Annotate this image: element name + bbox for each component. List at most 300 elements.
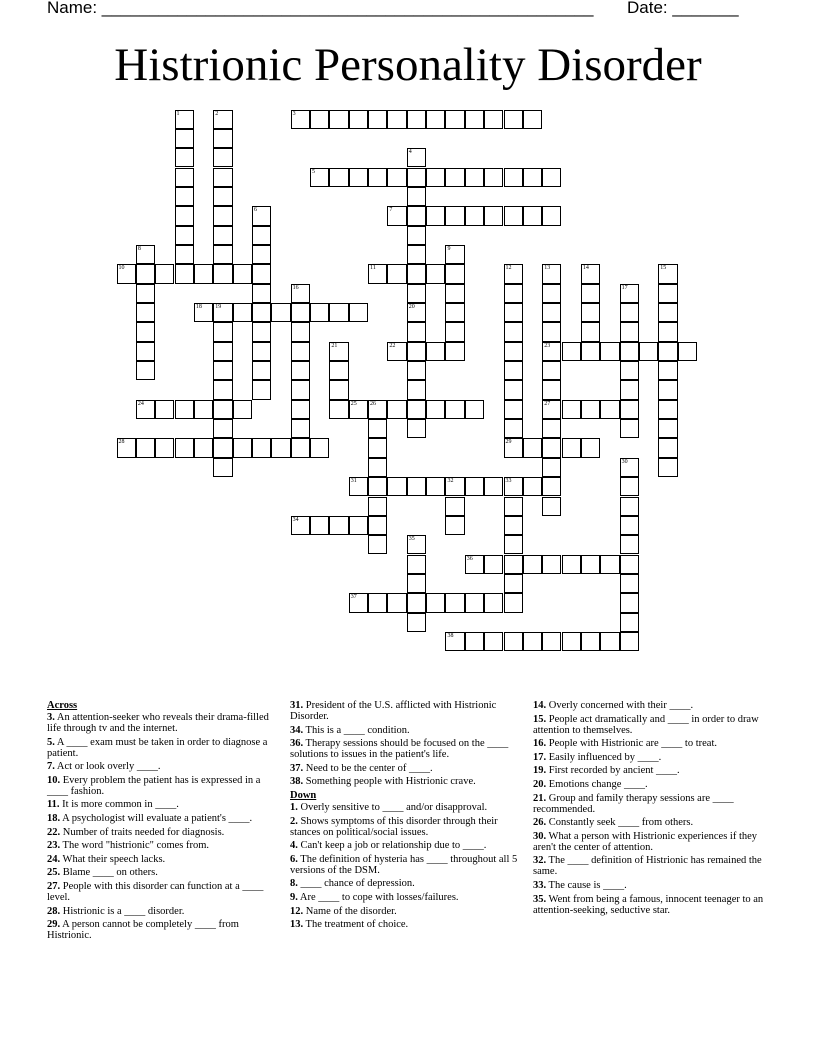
grid-cell[interactable] bbox=[445, 322, 464, 341]
grid-cell[interactable] bbox=[194, 303, 213, 322]
grid-cell[interactable] bbox=[620, 593, 639, 612]
grid-cell[interactable] bbox=[213, 400, 232, 419]
grid-cell[interactable] bbox=[136, 438, 155, 457]
grid-cell[interactable] bbox=[310, 110, 329, 129]
grid-cell[interactable] bbox=[213, 419, 232, 438]
grid-cell[interactable] bbox=[620, 555, 639, 574]
grid-cell[interactable] bbox=[620, 458, 639, 477]
grid-cell[interactable] bbox=[465, 110, 484, 129]
grid-cell[interactable] bbox=[213, 245, 232, 264]
clue-item: 14. Overly concerned with their ____. bbox=[533, 700, 694, 711]
grid-cell[interactable] bbox=[620, 342, 639, 361]
grid-cell[interactable] bbox=[445, 245, 464, 264]
grid-cell[interactable] bbox=[407, 110, 426, 129]
grid-cell[interactable] bbox=[407, 613, 426, 632]
grid-cell[interactable] bbox=[445, 206, 464, 225]
grid-cell[interactable] bbox=[329, 380, 348, 399]
grid-cell[interactable] bbox=[387, 342, 406, 361]
grid-cell[interactable] bbox=[523, 555, 542, 574]
grid-cell[interactable] bbox=[233, 264, 252, 283]
grid-cell[interactable] bbox=[252, 264, 271, 283]
grid-cell[interactable] bbox=[562, 342, 581, 361]
grid-cell[interactable] bbox=[504, 168, 523, 187]
grid-cell[interactable] bbox=[407, 206, 426, 225]
clue-item: 11. It is more common in ____. bbox=[47, 799, 179, 811]
grid-cell[interactable] bbox=[620, 535, 639, 554]
grid-cell[interactable] bbox=[291, 303, 310, 322]
grid-cell[interactable] bbox=[252, 226, 271, 245]
grid-cell[interactable] bbox=[194, 400, 213, 419]
grid-cell[interactable] bbox=[368, 497, 387, 516]
grid-cell[interactable] bbox=[581, 400, 600, 419]
grid-cell[interactable] bbox=[426, 400, 445, 419]
grid-cell[interactable] bbox=[504, 303, 523, 322]
grid-cell[interactable] bbox=[523, 632, 542, 651]
grid-cell[interactable] bbox=[484, 168, 503, 187]
grid-cell[interactable] bbox=[194, 438, 213, 457]
grid-cell[interactable] bbox=[600, 342, 619, 361]
grid-cell[interactable] bbox=[465, 400, 484, 419]
grid-cell[interactable] bbox=[620, 284, 639, 303]
grid-cell[interactable] bbox=[233, 400, 252, 419]
grid-cell[interactable] bbox=[407, 245, 426, 264]
grid-cell[interactable] bbox=[581, 322, 600, 341]
grid-cell[interactable] bbox=[658, 284, 677, 303]
grid-cell[interactable] bbox=[387, 206, 406, 225]
clue-number-label: 33. bbox=[533, 879, 547, 891]
grid-cell[interactable] bbox=[310, 303, 329, 322]
grid-cell[interactable] bbox=[581, 303, 600, 322]
grid-cell[interactable] bbox=[504, 361, 523, 380]
grid-cell[interactable] bbox=[136, 245, 155, 264]
grid-cell[interactable] bbox=[504, 284, 523, 303]
clue-number: 22 bbox=[389, 342, 396, 349]
grid-cell[interactable] bbox=[329, 516, 348, 535]
grid-cell[interactable] bbox=[658, 264, 677, 283]
grid-cell[interactable] bbox=[213, 226, 232, 245]
grid-cell[interactable] bbox=[349, 516, 368, 535]
grid-cell[interactable] bbox=[407, 264, 426, 283]
clue-number: 1 bbox=[176, 110, 180, 117]
grid-cell[interactable] bbox=[542, 632, 561, 651]
clue-number: 12 bbox=[505, 265, 512, 272]
grid-cell[interactable] bbox=[175, 264, 194, 283]
name-field[interactable]: Name: ____________________________________________________ bbox=[47, 0, 594, 17]
grid-cell[interactable] bbox=[504, 438, 523, 457]
grid-cell[interactable] bbox=[445, 168, 464, 187]
clue-item: 8. ____ chance of depression. bbox=[290, 878, 415, 890]
grid-cell[interactable] bbox=[620, 419, 639, 438]
grid-cell[interactable] bbox=[504, 206, 523, 225]
grid-cell[interactable] bbox=[562, 400, 581, 419]
grid-cell[interactable] bbox=[445, 110, 464, 129]
grid-cell[interactable] bbox=[504, 264, 523, 283]
grid-cell[interactable] bbox=[445, 284, 464, 303]
grid-cell[interactable] bbox=[291, 110, 310, 129]
grid-cell[interactable] bbox=[484, 593, 503, 612]
grid-cell[interactable] bbox=[445, 477, 464, 496]
clue-number-label: 26. bbox=[533, 817, 547, 829]
grid-cell[interactable] bbox=[542, 555, 561, 574]
grid-cell[interactable] bbox=[407, 168, 426, 187]
grid-cell[interactable] bbox=[368, 516, 387, 535]
grid-cell[interactable] bbox=[542, 168, 561, 187]
grid-cell[interactable] bbox=[407, 555, 426, 574]
grid-cell[interactable] bbox=[407, 535, 426, 554]
grid-cell[interactable] bbox=[175, 400, 194, 419]
grid-cell[interactable] bbox=[542, 380, 561, 399]
grid-cell[interactable] bbox=[542, 342, 561, 361]
grid-cell[interactable] bbox=[291, 419, 310, 438]
grid-cell[interactable] bbox=[504, 342, 523, 361]
grid-cell[interactable] bbox=[620, 632, 639, 651]
grid-cell[interactable] bbox=[523, 206, 542, 225]
grid-cell[interactable] bbox=[426, 168, 445, 187]
grid-cell[interactable] bbox=[407, 342, 426, 361]
grid-cell[interactable] bbox=[407, 361, 426, 380]
clue-number-label: 30. bbox=[533, 830, 547, 842]
grid-cell[interactable] bbox=[233, 303, 252, 322]
grid-cell[interactable] bbox=[523, 168, 542, 187]
grid-cell[interactable] bbox=[407, 419, 426, 438]
grid-cell[interactable] bbox=[504, 400, 523, 419]
grid-cell[interactable] bbox=[213, 129, 232, 148]
grid-cell[interactable] bbox=[387, 110, 406, 129]
grid-cell[interactable] bbox=[368, 438, 387, 457]
grid-cell[interactable] bbox=[504, 516, 523, 535]
grid-cell[interactable] bbox=[465, 632, 484, 651]
grid-cell[interactable] bbox=[252, 322, 271, 341]
grid-cell[interactable] bbox=[581, 632, 600, 651]
grid-cell[interactable] bbox=[581, 264, 600, 283]
grid-cell[interactable] bbox=[542, 400, 561, 419]
grid-cell[interactable] bbox=[175, 168, 194, 187]
grid-cell[interactable] bbox=[658, 438, 677, 457]
grid-cell[interactable] bbox=[600, 632, 619, 651]
grid-cell[interactable] bbox=[387, 264, 406, 283]
clue-item: 6. The definition of hysteria has ____ throughout all 5 versions of the DSM. bbox=[290, 853, 518, 876]
grid-cell[interactable] bbox=[504, 497, 523, 516]
grid-cell[interactable] bbox=[349, 477, 368, 496]
grid-cell[interactable] bbox=[407, 593, 426, 612]
grid-cell[interactable] bbox=[213, 110, 232, 129]
grid-cell[interactable] bbox=[271, 438, 290, 457]
clue-item: 38. Something people with Histrionic crave. bbox=[290, 776, 476, 788]
grid-cell[interactable] bbox=[213, 458, 232, 477]
grid-cell[interactable] bbox=[329, 303, 348, 322]
grid-cell[interactable] bbox=[407, 477, 426, 496]
clue-number-label: 17. bbox=[533, 751, 547, 763]
grid-cell[interactable] bbox=[136, 322, 155, 341]
grid-cell[interactable] bbox=[465, 206, 484, 225]
grid-cell[interactable] bbox=[523, 110, 542, 129]
grid-cell[interactable] bbox=[581, 284, 600, 303]
grid-cell[interactable] bbox=[213, 264, 232, 283]
grid-cell[interactable] bbox=[465, 168, 484, 187]
grid-cell[interactable] bbox=[368, 535, 387, 554]
grid-cell[interactable] bbox=[136, 284, 155, 303]
grid-cell[interactable] bbox=[291, 284, 310, 303]
grid-cell[interactable] bbox=[252, 284, 271, 303]
grid-cell[interactable] bbox=[155, 400, 174, 419]
grid-cell[interactable] bbox=[291, 380, 310, 399]
clue-number: 31 bbox=[350, 478, 357, 485]
grid-cell[interactable] bbox=[213, 206, 232, 225]
grid-cell[interactable] bbox=[213, 168, 232, 187]
grid-cell[interactable] bbox=[426, 110, 445, 129]
grid-cell[interactable] bbox=[387, 400, 406, 419]
grid-cell[interactable] bbox=[117, 264, 136, 283]
grid-cell[interactable] bbox=[504, 632, 523, 651]
grid-cell[interactable] bbox=[349, 593, 368, 612]
grid-cell[interactable] bbox=[620, 303, 639, 322]
grid-cell[interactable] bbox=[155, 264, 174, 283]
grid-cell[interactable] bbox=[175, 245, 194, 264]
clue-number-label: 2. bbox=[290, 815, 298, 827]
grid-cell[interactable] bbox=[175, 148, 194, 167]
grid-cell[interactable] bbox=[213, 438, 232, 457]
grid-cell[interactable] bbox=[658, 361, 677, 380]
grid-cell[interactable] bbox=[620, 477, 639, 496]
grid-cell[interactable] bbox=[329, 361, 348, 380]
grid-cell[interactable] bbox=[136, 264, 155, 283]
grid-cell[interactable] bbox=[155, 438, 174, 457]
grid-cell[interactable] bbox=[407, 380, 426, 399]
clue-number: 23 bbox=[544, 342, 551, 349]
grid-cell[interactable] bbox=[581, 555, 600, 574]
grid-cell[interactable] bbox=[213, 148, 232, 167]
grid-cell[interactable] bbox=[484, 110, 503, 129]
grid-cell[interactable] bbox=[620, 613, 639, 632]
clue-number: 6 bbox=[253, 207, 257, 214]
grid-cell[interactable] bbox=[484, 477, 503, 496]
clue-item: 12. Name of the disorder. bbox=[290, 905, 397, 917]
grid-cell[interactable] bbox=[349, 168, 368, 187]
grid-cell[interactable] bbox=[329, 400, 348, 419]
grid-cell[interactable] bbox=[271, 303, 290, 322]
grid-cell[interactable] bbox=[484, 206, 503, 225]
grid-cell[interactable] bbox=[484, 632, 503, 651]
grid-cell[interactable] bbox=[620, 380, 639, 399]
grid-cell[interactable] bbox=[581, 438, 600, 457]
grid-cell[interactable] bbox=[620, 322, 639, 341]
grid-cell[interactable] bbox=[310, 438, 329, 457]
grid-cell[interactable] bbox=[387, 593, 406, 612]
grid-cell[interactable] bbox=[213, 342, 232, 361]
grid-cell[interactable] bbox=[407, 187, 426, 206]
grid-cell[interactable] bbox=[233, 438, 252, 457]
clue-number: 35 bbox=[408, 536, 415, 543]
grid-cell[interactable] bbox=[213, 380, 232, 399]
grid-cell[interactable] bbox=[252, 206, 271, 225]
grid-cell[interactable] bbox=[426, 593, 445, 612]
grid-cell[interactable] bbox=[445, 632, 464, 651]
grid-cell[interactable] bbox=[542, 322, 561, 341]
grid-cell[interactable] bbox=[542, 477, 561, 496]
grid-cell[interactable] bbox=[620, 516, 639, 535]
grid-cell[interactable] bbox=[504, 477, 523, 496]
grid-cell[interactable] bbox=[426, 264, 445, 283]
grid-cell[interactable] bbox=[445, 516, 464, 535]
grid-cell[interactable] bbox=[445, 264, 464, 283]
grid-cell[interactable] bbox=[368, 477, 387, 496]
clue-item: 19. First recorded by ancient ____. bbox=[533, 765, 680, 777]
clue-number: 3 bbox=[292, 110, 296, 117]
grid-cell[interactable] bbox=[542, 419, 561, 438]
grid-cell[interactable] bbox=[484, 555, 503, 574]
grid-cell[interactable] bbox=[426, 342, 445, 361]
grid-cell[interactable] bbox=[465, 477, 484, 496]
grid-cell[interactable] bbox=[213, 322, 232, 341]
grid-cell[interactable] bbox=[136, 303, 155, 322]
grid-cell[interactable] bbox=[329, 110, 348, 129]
grid-cell[interactable] bbox=[542, 206, 561, 225]
grid-cell[interactable] bbox=[445, 342, 464, 361]
grid-cell[interactable] bbox=[445, 303, 464, 322]
grid-cell[interactable] bbox=[639, 342, 658, 361]
grid-cell[interactable] bbox=[504, 419, 523, 438]
grid-cell[interactable] bbox=[136, 361, 155, 380]
grid-cell[interactable] bbox=[368, 400, 387, 419]
clue-number: 26 bbox=[370, 400, 377, 407]
grid-cell[interactable] bbox=[600, 555, 619, 574]
grid-cell[interactable] bbox=[291, 342, 310, 361]
grid-cell[interactable] bbox=[542, 497, 561, 516]
grid-cell[interactable] bbox=[368, 168, 387, 187]
grid-cell[interactable] bbox=[194, 264, 213, 283]
clue-number: 34 bbox=[292, 516, 299, 523]
grid-cell[interactable] bbox=[291, 438, 310, 457]
grid-cell[interactable] bbox=[562, 555, 581, 574]
grid-cell[interactable] bbox=[175, 187, 194, 206]
grid-cell[interactable] bbox=[175, 129, 194, 148]
grid-cell[interactable] bbox=[291, 400, 310, 419]
grid-cell[interactable] bbox=[349, 303, 368, 322]
grid-cell[interactable] bbox=[329, 342, 348, 361]
clue-number: 8 bbox=[137, 245, 141, 252]
grid-cell[interactable] bbox=[620, 497, 639, 516]
grid-cell[interactable] bbox=[175, 226, 194, 245]
grid-cell[interactable] bbox=[658, 342, 677, 361]
grid-cell[interactable] bbox=[658, 400, 677, 419]
grid-cell[interactable] bbox=[387, 477, 406, 496]
grid-cell[interactable] bbox=[252, 380, 271, 399]
clue-number-label: 8. bbox=[290, 878, 298, 890]
grid-cell[interactable] bbox=[542, 458, 561, 477]
grid-cell[interactable] bbox=[658, 322, 677, 341]
grid-cell[interactable] bbox=[310, 516, 329, 535]
grid-cell[interactable] bbox=[213, 303, 232, 322]
grid-cell[interactable] bbox=[310, 168, 329, 187]
grid-cell[interactable] bbox=[252, 303, 271, 322]
grid-cell[interactable] bbox=[329, 168, 348, 187]
clue-item: 18. A psychologist will evaluate a patient's ____. bbox=[47, 812, 253, 824]
grid-cell[interactable] bbox=[426, 206, 445, 225]
grid-cell[interactable] bbox=[426, 477, 445, 496]
grid-cell[interactable] bbox=[445, 400, 464, 419]
grid-cell[interactable] bbox=[291, 361, 310, 380]
grid-cell[interactable] bbox=[407, 574, 426, 593]
grid-cell[interactable] bbox=[620, 361, 639, 380]
grid-cell[interactable] bbox=[291, 516, 310, 535]
grid-cell[interactable] bbox=[407, 303, 426, 322]
clue-item: 37. Need to be the center of ____. bbox=[290, 762, 433, 774]
clues-column-1 bbox=[47, 700, 277, 944]
grid-cell[interactable] bbox=[658, 419, 677, 438]
grid-cell[interactable] bbox=[658, 380, 677, 399]
grid-cell[interactable] bbox=[504, 380, 523, 399]
grid-cell[interactable] bbox=[349, 400, 368, 419]
grid-cell[interactable] bbox=[368, 110, 387, 129]
grid-cell[interactable] bbox=[504, 535, 523, 554]
grid-cell[interactable] bbox=[368, 419, 387, 438]
grid-cell[interactable] bbox=[658, 303, 677, 322]
grid-cell[interactable] bbox=[620, 400, 639, 419]
clue-number: 14 bbox=[582, 265, 589, 272]
grid-cell[interactable] bbox=[175, 438, 194, 457]
grid-cell[interactable] bbox=[445, 593, 464, 612]
grid-cell[interactable] bbox=[213, 361, 232, 380]
grid-cell[interactable] bbox=[504, 322, 523, 341]
grid-cell[interactable] bbox=[252, 245, 271, 264]
grid-cell[interactable] bbox=[349, 110, 368, 129]
grid-cell[interactable] bbox=[620, 574, 639, 593]
grid-cell[interactable] bbox=[523, 477, 542, 496]
grid-cell[interactable] bbox=[175, 206, 194, 225]
grid-cell[interactable] bbox=[600, 400, 619, 419]
date-field[interactable]: Date: _______ bbox=[627, 0, 739, 17]
grid-cell[interactable] bbox=[368, 264, 387, 283]
grid-cell[interactable] bbox=[504, 110, 523, 129]
grid-cell[interactable] bbox=[504, 574, 523, 593]
grid-cell[interactable] bbox=[542, 303, 561, 322]
grid-cell[interactable] bbox=[581, 342, 600, 361]
grid-cell[interactable] bbox=[407, 400, 426, 419]
grid-cell[interactable] bbox=[407, 148, 426, 167]
grid-cell[interactable] bbox=[213, 187, 232, 206]
grid-cell[interactable] bbox=[368, 593, 387, 612]
grid-cell[interactable] bbox=[445, 497, 464, 516]
grid-cell[interactable] bbox=[542, 264, 561, 283]
grid-cell[interactable] bbox=[542, 284, 561, 303]
grid-cell[interactable] bbox=[562, 438, 581, 457]
grid-cell[interactable] bbox=[407, 284, 426, 303]
grid-cell[interactable] bbox=[523, 438, 542, 457]
grid-cell[interactable] bbox=[504, 555, 523, 574]
grid-cell[interactable] bbox=[291, 322, 310, 341]
grid-cell[interactable] bbox=[658, 458, 677, 477]
grid-cell[interactable] bbox=[117, 438, 136, 457]
grid-cell[interactable] bbox=[678, 342, 697, 361]
grid-cell[interactable] bbox=[387, 168, 406, 187]
grid-cell[interactable] bbox=[252, 438, 271, 457]
grid-cell[interactable] bbox=[252, 361, 271, 380]
grid-cell[interactable] bbox=[465, 593, 484, 612]
grid-cell[interactable] bbox=[407, 226, 426, 245]
clue-item: 26. Constantly seek ____ from others. bbox=[533, 817, 694, 829]
grid-cell[interactable] bbox=[542, 438, 561, 457]
grid-cell[interactable] bbox=[562, 632, 581, 651]
grid-cell[interactable] bbox=[136, 342, 155, 361]
grid-cell[interactable] bbox=[407, 322, 426, 341]
grid-cell[interactable] bbox=[368, 458, 387, 477]
grid-cell[interactable] bbox=[465, 555, 484, 574]
grid-cell[interactable] bbox=[504, 593, 523, 612]
grid-cell[interactable] bbox=[252, 342, 271, 361]
grid-cell[interactable] bbox=[542, 361, 561, 380]
grid-cell[interactable] bbox=[175, 110, 194, 129]
grid-cell[interactable] bbox=[136, 400, 155, 419]
